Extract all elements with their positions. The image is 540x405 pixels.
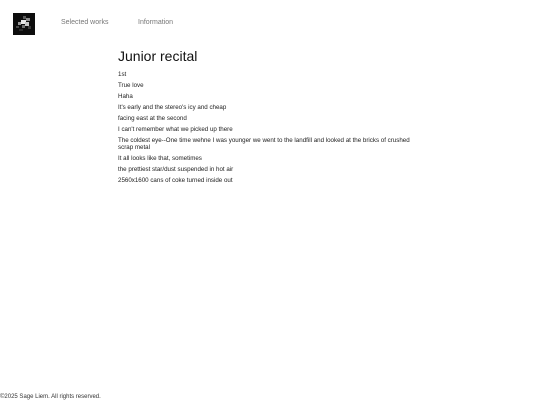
track-item[interactable]: True love bbox=[118, 82, 144, 89]
track-item[interactable]: It all looks like that, sometimes bbox=[118, 155, 202, 163]
track-item[interactable]: 1st bbox=[118, 71, 127, 78]
track-item[interactable]: the prettiest star/dust suspended in hot air bbox=[118, 166, 234, 174]
track-list bbox=[118, 71, 418, 188]
nav-information[interactable]: Information bbox=[138, 19, 174, 26]
footer-copyright: ©2025 Sage Liem. All rights reserved. bbox=[0, 394, 101, 400]
track-item[interactable]: facing east at the second bbox=[118, 115, 187, 122]
nav-selected-works[interactable]: Selected works bbox=[61, 19, 109, 26]
site-logo[interactable] bbox=[13, 13, 35, 35]
track-item[interactable]: Haha bbox=[118, 93, 133, 100]
logo-image bbox=[13, 13, 35, 35]
track-item[interactable]: I can't remember what we picked up there bbox=[118, 126, 233, 133]
track-item[interactable]: 2560x1600 cans of coke turned inside out bbox=[118, 177, 233, 185]
page-title: Junior recital bbox=[118, 48, 198, 64]
track-item[interactable]: It's early and the stereo's icy and cheap bbox=[118, 104, 227, 111]
track-item[interactable]: The coldest eye--One time wehne I was younger we went to the landfill and looked at the bricks of crushed scrap metal bbox=[118, 137, 410, 152]
